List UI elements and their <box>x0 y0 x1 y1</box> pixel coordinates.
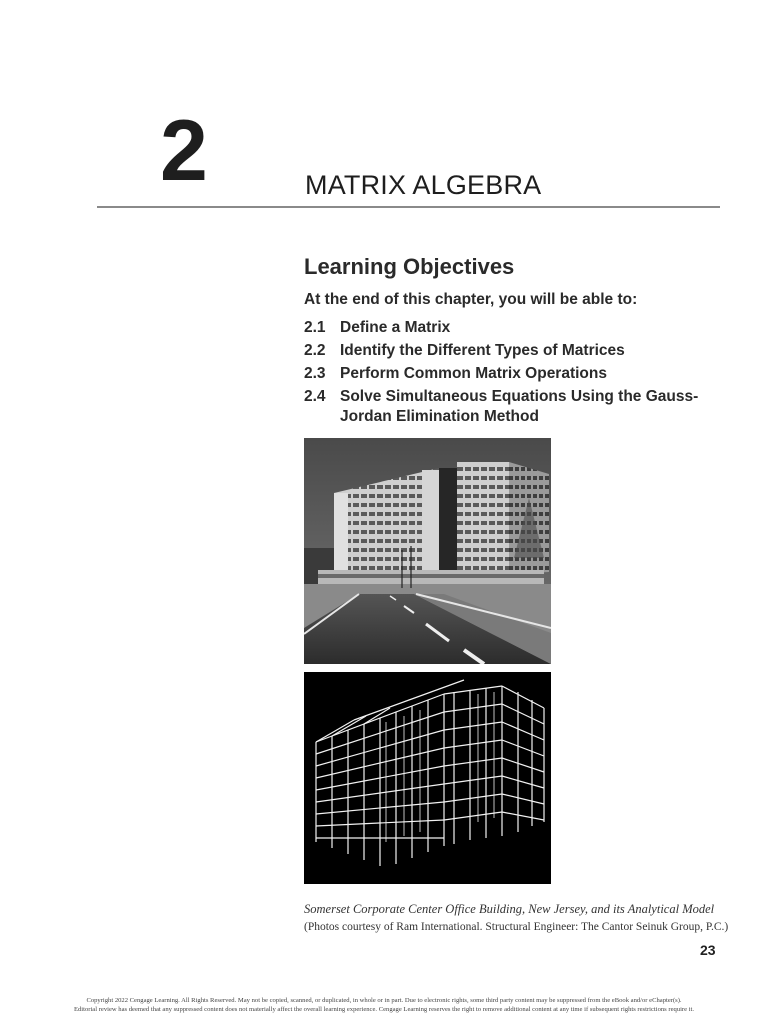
objective-text: Define a Matrix <box>340 319 451 336</box>
objectives-list <box>304 318 734 430</box>
objective-number: 2.2 <box>304 342 326 359</box>
chapter-number: 2 <box>160 103 206 199</box>
objective-item <box>304 318 734 338</box>
learning-objectives-intro: At the end of this chapter, you will be able to: <box>304 291 638 308</box>
copyright-notice <box>0 996 768 1014</box>
learning-objectives-heading: Learning Objectives <box>304 254 515 279</box>
photo-credit: (Photos courtesy of Ram International. Structural Engineer: The Cantor Seinuk Group, P.C.) <box>304 921 729 933</box>
page-number: 23 <box>700 942 716 958</box>
building-photo <box>304 438 551 664</box>
copyright-line-1: Copyright 2022 Cengage Learning. All Rights Reserved. May not be copied, scanned, or duplicated, in whole or in part. Due to electronic rights, some third party content may be suppressed from the eBook and/or eChapter(s). <box>86 997 682 1004</box>
figure-caption: Somerset Corporate Center Office Building, New Jersey, and its Analytical Model <box>304 902 715 916</box>
objective-item <box>304 364 734 384</box>
chapter-title: MATRIX ALGEBRA <box>305 170 542 200</box>
objective-text: Solve Simultaneous Equations Using the Gauss-Jordan Elimination Method <box>340 388 699 425</box>
objective-item <box>304 341 734 361</box>
objective-text: Identify the Different Types of Matrices <box>340 342 625 359</box>
objective-number: 2.4 <box>304 388 326 405</box>
copyright-line-2: Editorial review has deemed that any suppressed content does not materially affect the overall learning experience. Cengage Learning reserves the right to remove additional content at any time if subsequent rights restrictions require it. <box>73 1006 695 1013</box>
objective-text: Perform Common Matrix Operations <box>340 365 607 382</box>
objective-number: 2.3 <box>304 365 326 382</box>
objective-item <box>304 387 734 427</box>
objective-number: 2.1 <box>304 319 326 336</box>
title-divider <box>97 206 720 208</box>
analytical-model-image <box>304 672 551 884</box>
